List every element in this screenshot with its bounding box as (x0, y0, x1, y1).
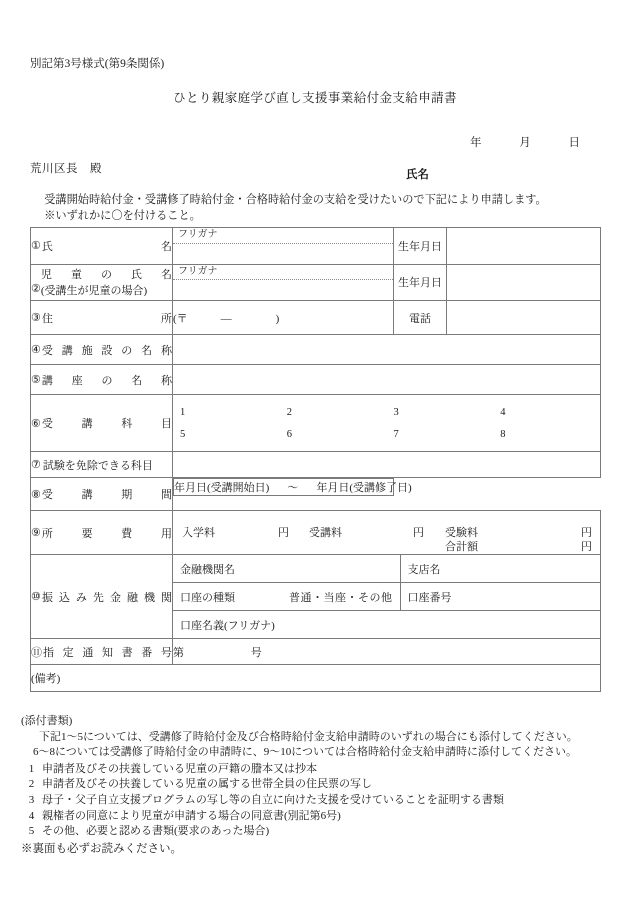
field-child-name[interactable] (173, 264, 394, 301)
label-char: 受 (41, 418, 53, 430)
document-title: ひとり親家庭学び直し支援事業給付金支給申請書 (173, 91, 457, 105)
attachments-section (21, 714, 621, 840)
period-end-year: 年 (316, 482, 328, 494)
table-row-period (31, 478, 601, 511)
row-number-3: ③ (31, 312, 41, 324)
label-char: 設 (101, 344, 113, 357)
field-address[interactable] (173, 301, 394, 335)
furigana-label: フリガナ (173, 265, 393, 281)
list-item-text: 申請者及びその扶養している児童の属する世帯全員の住民票の写し (42, 778, 372, 791)
label-char: 称 (161, 374, 172, 387)
yen-course-fee: 円 (413, 527, 424, 539)
label-char: 通 (82, 646, 94, 659)
list-item-text: 親権者の同意により児童が申請する場合の同意書(別記第6号) (42, 809, 341, 822)
list-item-number: 1 (28, 762, 35, 775)
label-remarks: (備考) (31, 673, 61, 685)
notice-number-prefix: 第 (173, 646, 184, 659)
label-char: 番 (141, 646, 153, 659)
list-item (21, 793, 621, 809)
label-char: 号 (160, 646, 172, 659)
label-char: 住 (41, 312, 53, 325)
label-costs (31, 511, 173, 555)
table-row-bank (31, 555, 601, 639)
subject-slot[interactable]: 2 (286, 406, 292, 418)
label-char: 定 (62, 646, 74, 659)
child-name-input-area[interactable] (173, 280, 393, 300)
list-item-number: 2 (28, 778, 35, 791)
label-char: 用 (160, 527, 172, 540)
subject-slot[interactable]: 4 (500, 406, 506, 418)
row-number-1: ① (31, 240, 41, 253)
label-char: 込 (58, 591, 70, 604)
table-row-costs (31, 511, 601, 555)
date-month-label: 月 (519, 137, 531, 149)
intro-line-1: 受講開始時給付金・受講修了時給付金・合格時給付金の支給を受けたいので下記により申請します。 (33, 194, 547, 206)
intro-text (33, 192, 547, 224)
label-char: 児 (40, 269, 52, 282)
date-day-label: 日 (568, 137, 580, 149)
list-item (21, 824, 621, 840)
period-start-year: 年 (174, 482, 185, 494)
label-char: 期 (121, 489, 133, 501)
form-code: 別記第3号様式(第9条関係) (30, 58, 165, 70)
attachments-title: (添付書類) (21, 715, 73, 727)
label-facility (31, 335, 173, 365)
subject-slot[interactable]: 6 (286, 428, 292, 440)
label-char: 受 (41, 344, 53, 357)
yen-exam-fee: 円 (581, 527, 592, 539)
subjects-line-2 (173, 429, 600, 440)
label-char: 童 (70, 269, 82, 282)
label-char: 名 (131, 374, 143, 387)
intro-line-2: ※いずれかに〇を付けること。 (33, 210, 201, 223)
row-number-4: ④ (31, 344, 41, 356)
label-exempt-subjects-text: 試験を免除できる科目 (42, 459, 153, 472)
table-row-subjects (31, 395, 601, 452)
table-row-exempt-subjects (31, 452, 601, 478)
table-row-facility (31, 335, 601, 365)
row-number-5: ⑤ (31, 374, 41, 386)
label-bank-name: 金融機関名 (180, 563, 235, 576)
attachments-paragraph-1: 下記1〜5については、受講修了時給付金及び合格時給付金支給申請時のいずれの場合にも添付してください。 (39, 730, 578, 743)
label-child-name-sub: (受講生が児童の場合) (40, 285, 148, 298)
subject-slot[interactable]: 1 (180, 406, 186, 418)
subject-slot[interactable]: 5 (180, 428, 186, 440)
label-total-amount: 合計額 (445, 541, 478, 553)
name-input-area[interactable] (173, 244, 393, 264)
label-char: 書 (121, 646, 133, 659)
table-row-remarks (31, 665, 601, 692)
furigana-label: フリガナ (173, 228, 393, 244)
date-year-label: 年 (470, 137, 482, 149)
label-char: 講 (81, 489, 93, 501)
applicant-name-label: 氏名 (406, 169, 429, 181)
field-course[interactable] (173, 365, 601, 395)
list-item-number: 3 (28, 794, 35, 807)
table-row-address (31, 301, 601, 335)
list-item-text: その他、必要と認める書類(要求のあった場合) (42, 825, 270, 838)
notice-number-suffix: 号 (250, 646, 262, 659)
row-number-11: ⑪ (31, 646, 42, 659)
field-notice-number[interactable] (173, 639, 601, 665)
label-exempt-subjects (31, 452, 173, 478)
label-char: 間 (160, 489, 172, 501)
label-char: 氏 (130, 269, 142, 282)
attachments-list (21, 762, 621, 840)
field-bank-name[interactable] (173, 555, 400, 583)
list-item-number: 4 (28, 809, 35, 822)
label-char: 先 (92, 591, 104, 604)
label-account-type: 口座の種類 (180, 591, 235, 604)
date-line (470, 134, 580, 150)
label-char: 名 (161, 269, 172, 282)
label-char: 座 (71, 374, 83, 387)
label-char: 称 (160, 344, 172, 357)
yen-total-amount: 円 (581, 541, 592, 553)
list-item-text: 申請者及びその扶養している児童の戸籍の謄本又は抄本 (42, 762, 317, 775)
bank-details-table (173, 555, 600, 638)
label-char: 施 (81, 344, 93, 357)
label-char: 所 (41, 527, 53, 540)
label-char: 費 (121, 527, 133, 540)
label-char: 講 (61, 344, 73, 357)
field-account-type[interactable] (173, 583, 400, 611)
row-number-6: ⑥ (31, 417, 41, 430)
field-facility[interactable] (173, 335, 601, 365)
list-item (21, 777, 621, 793)
label-char: 科 (121, 418, 133, 430)
label-char: 氏 (41, 240, 53, 253)
label-char: 知 (101, 646, 113, 659)
label-char: 名 (141, 344, 153, 357)
label-entrance-fee: 入学料 (182, 527, 215, 539)
addressee: 荒川区長 殿 (30, 163, 102, 175)
period-start-month: 月 (185, 482, 196, 494)
field-birthdate[interactable] (447, 228, 601, 265)
list-item-number: 5 (28, 825, 35, 838)
label-bank (31, 555, 173, 639)
label-char: 融 (126, 591, 138, 604)
period-start-day: 日(受講開始日) (196, 482, 270, 494)
field-branch-name[interactable] (400, 555, 600, 583)
subjects-line-1 (173, 407, 600, 418)
label-exam-fee: 受験料 (445, 527, 478, 539)
label-subjects (31, 395, 173, 452)
field-exempt-subjects[interactable] (173, 452, 601, 478)
table-row-name (31, 228, 601, 265)
label-char: 目 (160, 418, 172, 430)
field-costs[interactable] (173, 511, 601, 555)
label-char: の (101, 374, 113, 387)
label-char: 振 (41, 591, 53, 604)
list-item (21, 762, 621, 778)
field-period[interactable] (173, 478, 412, 496)
label-char: 講 (81, 418, 93, 430)
label-child-birthdate: 生年月日 (394, 264, 447, 301)
field-account-number[interactable] (400, 583, 600, 611)
row-number-7: ⑦ (31, 459, 41, 471)
field-name[interactable] (173, 228, 394, 265)
label-branch-name: 支店名 (407, 563, 441, 576)
label-account-number: 口座番号 (407, 591, 452, 604)
account-type-options[interactable]: 普通・当座・その他 (289, 591, 393, 604)
period-end-month: 月 (327, 482, 339, 494)
period-separator: 〜 (287, 482, 299, 494)
bank-row-account-type (173, 583, 600, 611)
attachments-paragraph-2: 6〜8については受講修了時給付金の申請時に、9〜10については合格時給付金支給申請時に添付してください。 (33, 746, 578, 759)
bank-row-institution (173, 555, 600, 583)
table-row-course (31, 365, 601, 395)
label-char: 要 (81, 527, 93, 540)
yen-entrance-fee: 円 (278, 527, 289, 539)
label-notice-number (31, 639, 173, 665)
row-number-10: ⑩ (31, 591, 41, 603)
label-course-fee: 受講料 (309, 527, 342, 539)
label-period (31, 478, 173, 511)
row-number-9: ⑨ (31, 527, 41, 539)
label-char: 関 (160, 591, 172, 604)
postal-code-label: (〒 ― ) (173, 312, 280, 325)
field-telephone[interactable] (447, 301, 601, 335)
label-char: 受 (41, 489, 53, 501)
field-subjects[interactable] (173, 395, 601, 452)
label-course (31, 365, 173, 395)
list-item-text: 母子・父子自立支援プログラムの写し等の自立に向けた支援を受けていることを証明する書類 (42, 794, 504, 807)
subject-slot[interactable]: 8 (500, 428, 506, 440)
label-char: 名 (161, 240, 172, 253)
label-child-name (31, 264, 173, 301)
period-end-day: 日(受講修了日) (338, 482, 412, 494)
application-table (30, 227, 601, 692)
label-char: 指 (43, 646, 54, 659)
label-char: の (121, 344, 133, 357)
label-telephone: 電話 (394, 301, 447, 335)
footnote: ※裏面も必ずお読みください。 (21, 843, 182, 855)
field-child-birthdate[interactable] (447, 264, 601, 301)
label-birthdate: 生年月日 (394, 228, 447, 265)
label-address (31, 301, 173, 335)
table-row-child-name (31, 264, 601, 301)
field-account-holder[interactable] (173, 611, 600, 639)
row-number-8: ⑧ (31, 488, 41, 501)
row-number-2: ② (31, 283, 41, 296)
label-account-holder: 口座名義(フリガナ) (180, 619, 275, 632)
field-remarks[interactable] (31, 665, 601, 692)
label-char: 金 (109, 591, 121, 604)
label-char: の (100, 269, 112, 282)
bank-details-container (173, 555, 601, 639)
label-char: み (75, 591, 87, 604)
label-name (31, 228, 173, 265)
label-char: 講 (41, 374, 53, 387)
label-char: 機 (143, 591, 155, 604)
label-char: 所 (161, 312, 172, 325)
list-item (21, 809, 621, 825)
bank-row-account-holder (173, 611, 600, 639)
table-row-notice-number (31, 639, 601, 665)
subject-slot[interactable]: 3 (393, 406, 399, 418)
subject-slot[interactable]: 7 (393, 428, 399, 440)
